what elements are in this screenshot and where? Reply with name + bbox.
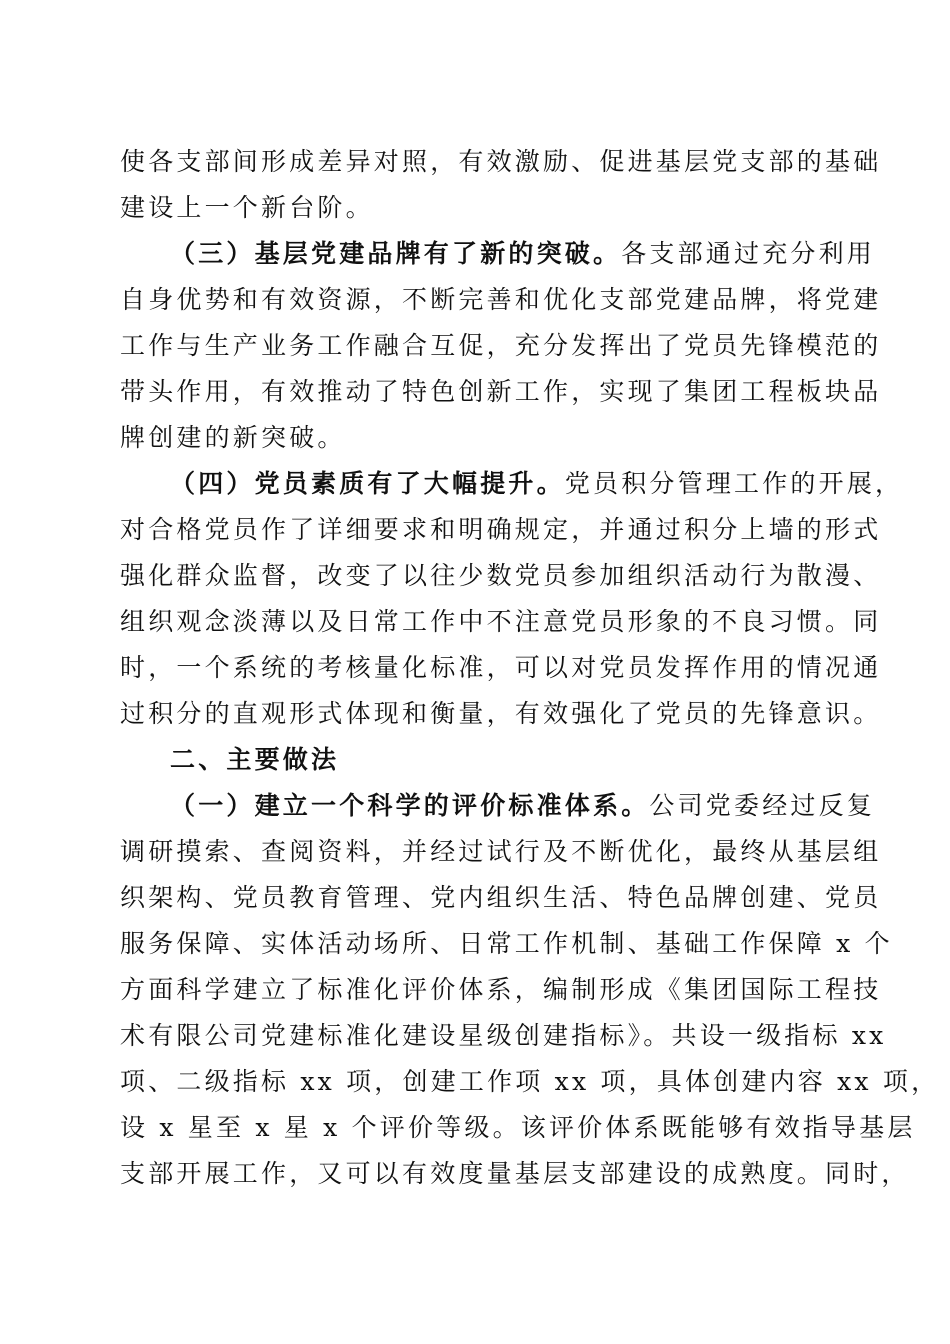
section-heading: 二、主要做法	[170, 745, 340, 774]
paragraph-3-line-2: 对合格党员作了详细要求和明确规定，并通过积分上墙的形式	[120, 515, 882, 544]
paragraph-4-line-9: 支部开展工作，又可以有效度量基层支部建设的成熟度。同时，	[120, 1159, 910, 1188]
paragraph-3-line-3: 强化群众监督，改变了以往少数党员参加组织活动行为散漫、	[120, 561, 882, 590]
paragraph-4-line-3: 织架构、党员教育管理、党内组织生活、特色品牌创建、党员	[120, 883, 882, 912]
paragraph-3-heading: （四）党员素质有了大幅提升。	[170, 469, 565, 498]
paragraph-4-line-5: 方面科学建立了标准化评价体系，编制形成《集团国际工程技	[120, 975, 882, 1004]
paragraph-4-line-8: 设 x 星至 x 星 x 个评价等级。该评价体系既能够有效指导基层	[120, 1113, 916, 1142]
paragraph-3-line-4: 组织观念淡薄以及日常工作中不注意党员形象的不良习惯。同	[120, 607, 882, 636]
paragraph-4-line-6: 术有限公司党建标准化建设星级创建指标》。共设一级指标 xx	[120, 1021, 887, 1050]
paragraph-1-line-2: 建设上一个新台阶。	[120, 193, 374, 222]
paragraph-2-line-3: 工作与生产业务工作融合互促，充分发挥出了党员先锋模范的	[120, 331, 882, 360]
paragraph-2-line-5: 牌创建的新突破。	[120, 423, 346, 452]
paragraph-4-line-4: 服务保障、实体活动场所、日常工作机制、基础工作保障 x 个	[120, 929, 893, 958]
paragraph-4-heading: （一）建立一个科学的评价标准体系。	[170, 791, 650, 820]
paragraph-3-line-5: 时，一个系统的考核量化标准，可以对党员发挥作用的情况通	[120, 653, 882, 682]
paragraph-4-first-line	[170, 783, 876, 829]
paragraph-2-line-4: 带头作用，有效推动了特色创新工作，实现了集团工程板块品	[120, 377, 882, 406]
paragraph-4-first-line-text: 公司党委经过反复	[649, 791, 876, 820]
paragraph-2-line-2: 自身优势和有效资源，不断完善和优化支部党建品牌，将党建	[120, 285, 882, 314]
paragraph-4-line-7: 项、二级指标 xx 项，创建工作项 xx 项，具体创建内容 xx 项，	[120, 1067, 940, 1096]
paragraph-4-line-2: 调研摸索、查阅资料，并经过试行及不断优化，最终从基层组	[120, 837, 882, 866]
paragraph-1-line-1: 使各支部间形成差异对照，有效激励、促进基层党支部的基础	[120, 147, 882, 176]
paragraph-2-first-line	[170, 231, 876, 277]
paragraph-3-line-6: 过积分的直观形式体现和衡量，有效强化了党员的先锋意识。	[120, 699, 882, 728]
paragraph-3-first-line	[170, 461, 904, 507]
paragraph-2-heading: （三）基层党建品牌有了新的突破。	[170, 239, 622, 268]
paragraph-2-first-line-text: 各支部通过充分利用	[621, 239, 876, 268]
paragraph-3-first-line-text: 党员积分管理工作的开展，	[564, 469, 904, 498]
